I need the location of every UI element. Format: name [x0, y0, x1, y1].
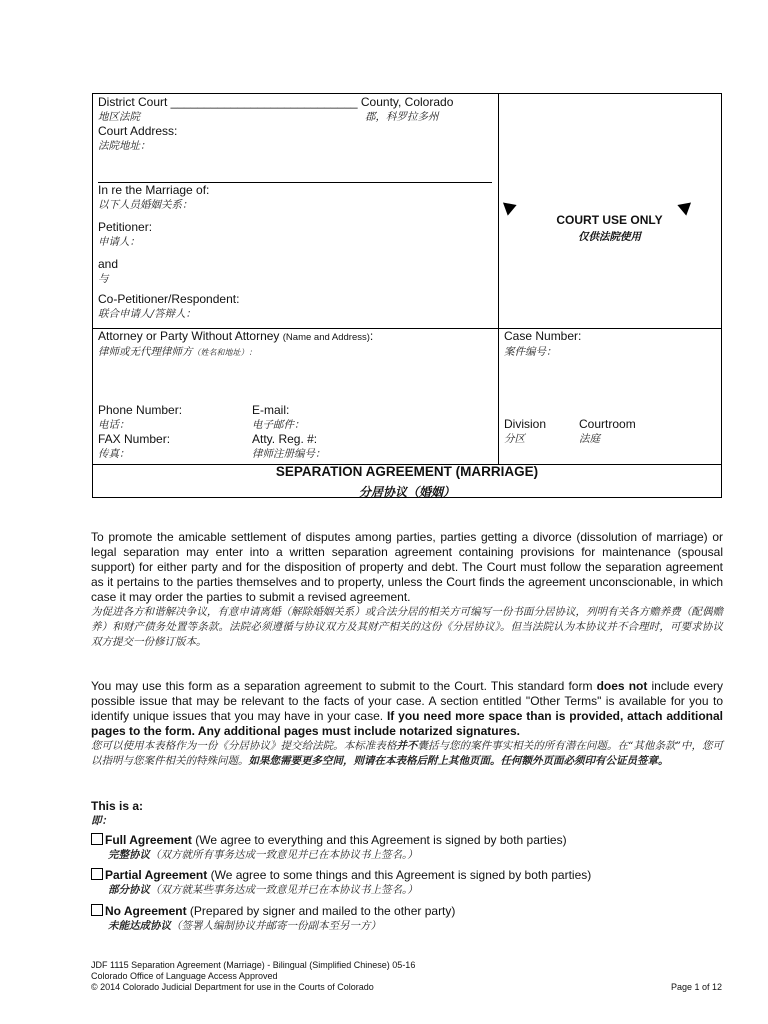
and-label: and — [98, 257, 119, 271]
partial-agreement-label: Partial Agreement — [105, 868, 208, 882]
fax-zh: 传真： — [98, 448, 130, 460]
usage-text-zh-bold-2: 如果您需要更多空间，则请在本表格后附上其他页面。任何额外页面必须印有公证员签章。 — [248, 755, 669, 767]
copetitioner-zh: 联合申请人/答辩人： — [98, 308, 197, 320]
footer — [91, 960, 415, 993]
full-agreement-desc: (We agree to everything and this Agreement is signed by both parties) — [191, 833, 567, 847]
no-agreement-label: No Agreement — [105, 904, 187, 918]
email-label: E-mail: — [252, 403, 290, 417]
district-court-zh: 地区法院 — [98, 111, 140, 123]
caption-table — [92, 93, 722, 498]
attorney-label-small: (Name and Address) — [282, 332, 370, 343]
no-agreement-desc-zh: （签署人编制协议并邮寄一份副本至另一方） — [171, 920, 381, 932]
full-agreement-checkbox[interactable] — [91, 833, 103, 845]
partial-agreement-label-zh: 部分协议 — [108, 884, 150, 896]
option-no-agreement[interactable] — [91, 904, 731, 933]
phone-zh: 电话： — [98, 419, 130, 431]
marriage-of-label: In re the Marriage of: — [98, 183, 210, 197]
usage-text-en-bold-2: If you need more space than is provided, attach additional pages to the form. Any additional pages must include notarized signatures. — [91, 709, 723, 738]
option-full-agreement[interactable] — [91, 833, 731, 862]
usage-text-zh-2: 囊括与您的案件事实相关的所有潜在问题。在“其他条款”中，您可以指明与您案件相关的特殊问题。 — [91, 740, 724, 767]
district-court-label: District Court ____________________________ County, Colorado — [98, 95, 454, 109]
attorney-zh-text: 律师或无代理律师方 — [98, 346, 193, 358]
partial-agreement-zh — [91, 883, 731, 897]
usage-text-zh-bold-1: 并不 — [396, 740, 418, 752]
petitioner-label: Petitioner: — [98, 220, 153, 234]
email-zh: 电子邮件： — [252, 419, 305, 431]
attorney-label-colon: : — [369, 329, 374, 343]
attorney-zh — [98, 345, 257, 360]
attorney-label — [98, 329, 373, 345]
usage-text-en-1: You may use this form as a separation agreement to submit to the Court. This standard form — [91, 679, 597, 693]
no-agreement-desc: (Prepared by signer and mailed to the other party) — [186, 904, 456, 918]
fax-label: FAX Number: — [98, 432, 171, 446]
case-number-label: Case Number: — [504, 329, 582, 343]
court-address-zh: 法院地址： — [98, 140, 151, 152]
partial-agreement-checkbox[interactable] — [91, 868, 103, 880]
no-agreement-checkbox[interactable] — [91, 904, 103, 916]
usage-text-en-bold-1: does not — [596, 679, 648, 693]
this-is-a-label: This is a: — [91, 799, 144, 813]
no-agreement-label-zh: 未能达成协议 — [108, 920, 171, 932]
phone-label: Phone Number: — [98, 403, 183, 417]
this-is-a-zh: 即： — [91, 815, 112, 827]
usage-paragraph — [91, 679, 723, 769]
copetitioner-label: Co-Petitioner/Respondent: — [98, 292, 240, 306]
full-agreement-desc-zh: （双方就所有事务达成一致意见并已在本协议书上签名。） — [150, 849, 418, 861]
page-number: Page 1 of 12 — [670, 982, 722, 992]
usage-text-zh — [91, 739, 723, 769]
court-address-label: Court Address: — [98, 124, 178, 138]
attorney-label-text: Attorney or Party Without Attorney — [98, 329, 280, 343]
petitioner-zh: 申请人： — [98, 236, 140, 248]
division-label: Division — [504, 417, 547, 431]
intro-text-zh: 为促进各方和谐解决争议，有意申请离婚（解除婚姻关系）或合法分居的相关方可编写一份书面分居协议，列明有关各方赡养费（配偶赡养）和财产债务处置等条款。法院必须遵循与协议双方及其财产相关的这份《分居协议》。但当法院认为本协议并不合理时，可要求协议双方提交一份修订版本。 — [91, 606, 723, 648]
option-partial-agreement[interactable] — [91, 868, 731, 897]
form-title-zh: 分居协议（婚姻） — [358, 485, 455, 499]
form-title: SEPARATION AGREEMENT (MARRIAGE) — [275, 464, 539, 479]
county-zh: 郡，科罗拉多州 — [365, 111, 439, 123]
court-use-only-zh: 仅供法院使用 — [578, 231, 641, 243]
full-agreement-label-zh: 完整协议 — [108, 849, 150, 861]
and-zh: 与 — [98, 273, 109, 285]
partial-agreement-desc-zh: （双方就某些事务达成一致意见并已在本协议书上签名。） — [150, 884, 418, 896]
atty-reg-zh: 律师注册编号： — [252, 448, 326, 460]
usage-text-en-2: include every possible issue that may be relevant to the facts of your case. A section entitled "Other Terms" is available for you to identify unique issues that you may have in your case. — [91, 679, 723, 723]
partial-agreement-desc: (We agree to some things and this Agreement is signed by both parties) — [207, 868, 592, 882]
no-agreement-zh — [91, 919, 731, 933]
caption-vertical-divider — [498, 94, 499, 464]
full-agreement-zh — [91, 848, 731, 862]
court-use-only-label: COURT USE ONLY — [556, 213, 663, 227]
footer-form-id: JDF 1115 Separation Agreement (Marriage) - Bilingual (Simplified Chinese) 05-16 — [91, 960, 416, 970]
courtroom-label: Courtroom — [579, 417, 636, 431]
usage-text-zh-1: 您可以使用本表格作为一份《分居协议》提交给法院。本标准表格 — [91, 740, 397, 752]
case-number-zh: 案件编号： — [504, 346, 557, 358]
intro-text-en: To promote the amicable settlement of disputes among parties, parties getting a divorce (dissolution of marriage) or legal separation may enter into a written separation agreement containing provisions for maintenance (spousal support) for either party and for the disposition of property and debt. The Court must follow the separation agreement as it pertains to the parties themselves and to property, unless the Court finds the agreement unconscionable, in which case it may order the parties to submit a revised agreement. — [91, 530, 723, 604]
footer-approval: Colorado Office of Language Access Approved — [91, 971, 278, 981]
footer-copyright: © 2014 Colorado Judicial Department for use in the Courts of Colorado — [91, 982, 374, 992]
atty-reg-label: Atty. Reg. #: — [252, 432, 318, 446]
full-agreement-label: Full Agreement — [105, 833, 192, 847]
intro-paragraph — [91, 530, 723, 650]
courtroom-zh: 法庭 — [579, 433, 600, 445]
attorney-zh-small: （姓名和地址）： — [192, 348, 257, 357]
division-zh: 分区 — [504, 433, 525, 445]
marriage-of-zh: 以下人员婚姻关系： — [98, 199, 193, 211]
